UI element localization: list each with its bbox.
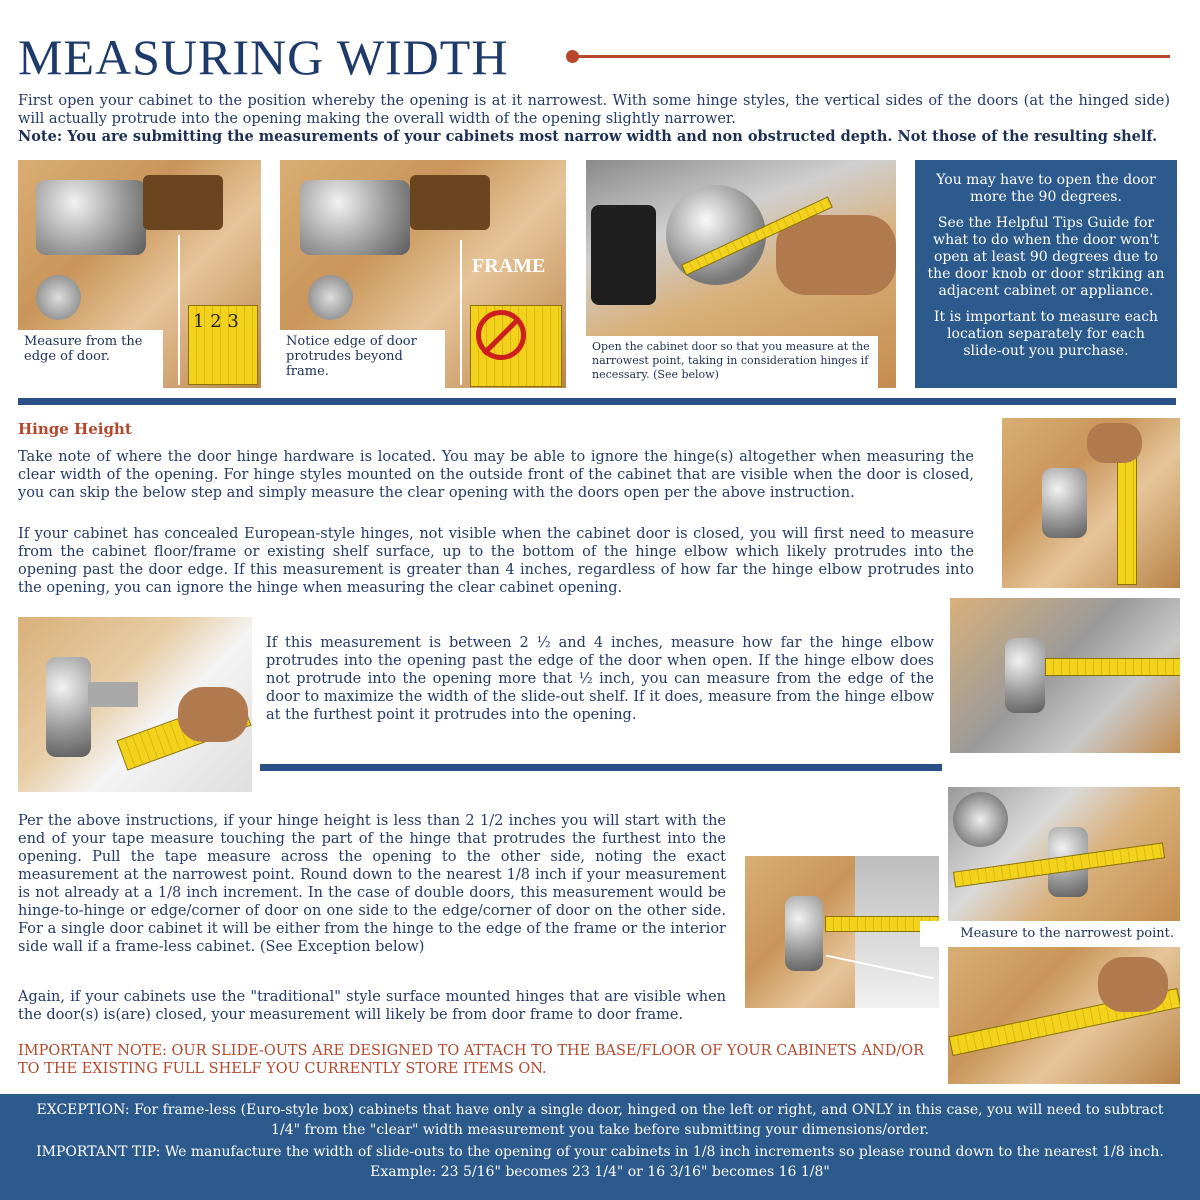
important-tip-text: IMPORTANT TIP: We manufacture the width of slide-outs to the opening of your cabinets in 1/8 inch increments so please round down to the nearest 1/8 inch. Example: 23 5/16" becomes 23 1/4" or 16 3/16" becomes 16 1/8" (36, 1144, 1164, 1180)
footer-banner (0, 1094, 1200, 1200)
intro-text (18, 92, 1170, 146)
page-title: MEASURING WIDTH (18, 29, 509, 85)
hinge-image (300, 180, 410, 255)
hinge-paragraph-2: If your cabinet has concealed European-style hinges, not visible when the cabinet door is closed, you will first need to measure from the cabinet floor/frame or existing shelf surface, up to the bottom of the hinge elbow which likely protrudes into the opening past the door edge. If this measurement is greater than 4 inches, regardless of how far the hinge elbow protrudes into the opening, you can ignore the hinge when measuring the clear cabinet opening. (18, 526, 974, 596)
photo-narrowest-point (948, 787, 1180, 921)
tip-box (915, 160, 1177, 388)
measure-arrow-line (460, 240, 462, 385)
tape-measure-image (1045, 658, 1180, 676)
screw-image (36, 275, 81, 320)
hinge-image (1005, 638, 1045, 713)
hinge-image (1042, 468, 1087, 538)
hinge-height-heading: Hinge Height (18, 420, 132, 438)
photo-caption: Open the cabinet door so that you measure at the narrowest point, taking in consideration hinges if necessary. (See below) (586, 336, 878, 388)
tip-text: It is important to measure each location separately for each slide-out you purchase. (933, 309, 1159, 359)
photo-hinge-height (1002, 418, 1180, 588)
hinge-arm-image (143, 175, 223, 230)
frame-label: FRAME (472, 255, 546, 277)
intro-note: Note: You are submitting the measurements of your cabinets most narrow width and non obstructed depth. Not those of the resulting shelf. (18, 128, 1158, 145)
tip-text: You may have to open the door more the 90 degrees. (936, 172, 1156, 205)
hinge-image (36, 180, 146, 255)
hand-image (1087, 423, 1142, 463)
hand-image (1098, 957, 1168, 1012)
arm-image (776, 215, 896, 295)
section-divider (260, 764, 942, 771)
hinge-image (46, 657, 91, 757)
hand-image (178, 687, 248, 742)
photo-hinge-edge (18, 160, 261, 388)
photo-caption: Measure from the edge of door. (18, 330, 163, 388)
photo-door-frame (280, 160, 566, 388)
photo-tape-to-wall (948, 947, 1180, 1084)
lower-paragraph-2: Again, if your cabinets use the "traditional" style surface mounted hinges that are visible when the door(s) is(are) closed, your measurement will likely be from door frame to door frame. (18, 989, 726, 1023)
hinge-arm-image (88, 682, 138, 707)
photo-hinge-tape (950, 598, 1180, 753)
prohibited-icon (476, 310, 526, 360)
photo-hinge-elbow (18, 617, 252, 792)
photo-caption: Measure to the narrowest point. (920, 921, 1180, 947)
intro-paragraph: First open your cabinet to the position whereby the opening is at it narrowest. With some hinge styles, the vertical sides of the doors (at the hinged side) will actually protrude into the opening making the overall width of the opening slightly narrower. (18, 93, 1170, 127)
section-divider (18, 398, 1176, 405)
pot-image (591, 205, 656, 305)
exception-text: EXCEPTION: For frame-less (Euro-style box) cabinets that have only a single door, hinged on the left or right, and ONLY in this case, you will need to subtract 1/4" from the "clear" width measurement you take before submitting your dimensions/order. (36, 1102, 1164, 1138)
hinge-arm-image (410, 175, 490, 230)
hinge-image (785, 896, 823, 971)
measure-arrow-line (178, 235, 180, 385)
title-rule (572, 55, 1170, 58)
photo-open-cabinet (586, 160, 896, 388)
screw-image (308, 275, 353, 320)
tip-text: See the Helpful Tips Guide for what to do when the door won't open at least 90 degrees due to the door knob or door striking an adjacent cabinet or appliance. (927, 215, 1165, 299)
hinge-paragraph-3: If this measurement is between 2 ½ and 4 inches, measure how far the hinge elbow protrudes into the opening past the edge of the door when open. If the hinge elbow does not protrude into the opening more that ½ inch, you can measure from the edge of the door to maximize the width of the slide-out shelf. If it does, measure from the hinge elbow at the furthest point it protrudes into the opening. (266, 635, 934, 723)
pot-image (953, 792, 1008, 847)
lower-paragraph-1: Per the above instructions, if your hinge height is less than 2 1/2 inches you will start with the end of your tape measure touching the part of the hinge that protrudes the furthest into the opening. Pull the tape measure across the opening to the other side, noting the exact measurement at the narrowest point. Round down to the nearest 1/8 inch if your measurement is not already at a 1/8 inch increment. In the case of double doors, this measurement would be hinge-to-hinge or edge/corner of door on one side to the edge/corner of door on the other side. For a single door cabinet it will be either from the hinge to the edge of the frame or the interior side wall if a frame-less cabinet. (See Exception below) (18, 813, 726, 955)
tape-measure-image: 1 2 3 (188, 305, 258, 385)
photo-tape-across-opening (745, 856, 939, 1008)
photo-caption: Notice edge of door protrudes beyond frame. (280, 330, 445, 388)
important-note: IMPORTANT NOTE: OUR SLIDE-OUTS ARE DESIGNED TO ATTACH TO THE BASE/FLOOR OF YOUR CABINETS AND/OR TO THE EXISTING FULL SHELF YOU CURRENTLY STORE ITEMS ON. (18, 1043, 925, 1077)
hinge-paragraph-1: Take note of where the door hinge hardware is located. You may be able to ignore the hinge(s) altogether when measuring the clear width of the opening. For hinge styles mounted on the outside front of the cabinet that are visible when the door is closed, you can skip the below step and simply measure the clear opening with the doors open per the above instruction. (18, 449, 974, 501)
